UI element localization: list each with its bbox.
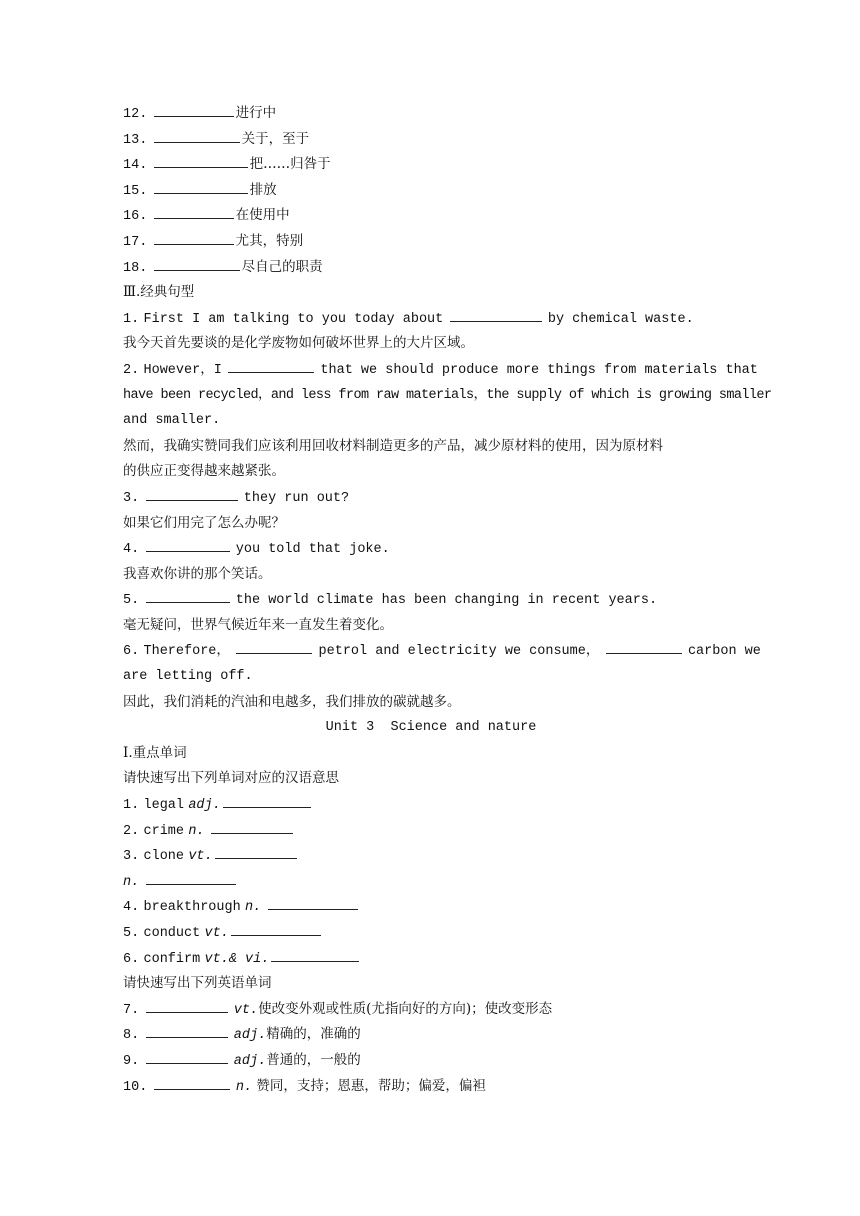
section-heading: Ⅰ.重点单词: [123, 744, 187, 761]
part-of-speech: adj.: [233, 1028, 267, 1044]
sentence-text: they run out?: [243, 490, 350, 506]
answer-blank[interactable]: [146, 485, 238, 501]
word-item: [123, 1048, 739, 1074]
word-item: [123, 869, 739, 895]
word: confirm: [143, 951, 201, 967]
sentence-6: [123, 638, 761, 664]
item-number: 5.: [123, 593, 140, 609]
instruction: 请快速写出下列英语单词: [123, 975, 272, 992]
answer-blank[interactable]: [268, 894, 358, 910]
word-meaning: 使改变外观或性质(尤指向好的方向)；使改变形态: [258, 1000, 553, 1017]
part-of-speech: vt.: [233, 1002, 259, 1018]
item-number: 16.: [123, 209, 148, 225]
item-number: 4.: [123, 900, 140, 916]
sentence-text: that we should produce more things from materials that: [320, 362, 758, 378]
item-number: 14.: [123, 158, 148, 174]
answer-blank[interactable]: [211, 818, 293, 834]
item-number: 12.: [123, 107, 148, 122]
item-number: 8.: [123, 1028, 140, 1044]
item-number: 6.: [123, 951, 140, 967]
sentence-text: by chemical waste.: [547, 311, 694, 327]
sentence-text: First I am talking to you today about: [143, 311, 444, 327]
answer-blank[interactable]: [154, 178, 248, 194]
sentence-2: [123, 357, 758, 383]
answer-blank[interactable]: [154, 203, 234, 219]
answer-blank[interactable]: [606, 638, 682, 654]
phrase-meaning: 把……归咎于: [249, 156, 331, 173]
item-number: 9.: [123, 1053, 140, 1069]
phrase-item: [123, 229, 739, 255]
word-item: [123, 818, 739, 844]
item-number: 4.: [123, 542, 140, 558]
item-number: 5.: [123, 926, 140, 941]
answer-blank[interactable]: [271, 946, 359, 962]
sentence-text: petrol and electricity we consume，: [318, 644, 600, 660]
answer-blank[interactable]: [231, 920, 321, 936]
sentence-translation: 我今天首先要谈的是化学废物如何破坏世界上的大片区域。: [123, 335, 474, 352]
sentence-text: are letting off.: [123, 669, 253, 685]
sentence-translation: 毫无疑问，世界气候近年来一直发生着变化。: [123, 616, 393, 633]
word-item: [123, 894, 739, 920]
answer-blank[interactable]: [228, 357, 314, 373]
instruction: 请快速写出下列单词对应的汉语意思: [123, 770, 339, 787]
sentence-text: and smaller.: [123, 413, 221, 429]
phrase-item: [123, 178, 739, 204]
answer-blank[interactable]: [146, 1048, 228, 1064]
answer-blank[interactable]: [154, 152, 248, 168]
unit-title: Unit 3 Science and nature: [325, 720, 537, 736]
sentence-text: you told that joke.: [235, 542, 390, 558]
part-of-speech: adj.: [188, 798, 221, 814]
phrase-meaning: 进行中: [235, 105, 277, 121]
part-of-speech: vt.: [204, 926, 229, 941]
part-of-speech: n.: [123, 874, 140, 890]
word: legal: [143, 798, 185, 814]
phrase-item: [123, 203, 739, 229]
answer-blank[interactable]: [146, 997, 228, 1013]
item-number: 18.: [123, 260, 148, 276]
answer-blank[interactable]: [146, 587, 230, 603]
sentence-translation: 我喜欢你讲的那个笑话。: [123, 565, 272, 582]
sentence-1: [123, 306, 739, 332]
word: clone: [143, 849, 185, 865]
phrase-item: [123, 101, 739, 127]
word: crime: [143, 823, 185, 839]
item-number: 6.: [123, 644, 140, 660]
phrase-meaning: 尽自己的职责: [241, 258, 323, 275]
phrase-meaning: 关于，至于: [241, 130, 310, 147]
item-number: 17.: [123, 234, 148, 250]
answer-blank[interactable]: [154, 127, 240, 143]
word-item: [123, 946, 739, 972]
part-of-speech: n.: [188, 823, 205, 839]
sentence-text: the world climate has been changing in recent years.: [235, 593, 658, 609]
item-number: 3.: [123, 490, 140, 506]
word-meaning: 赞同，支持；恩惠，帮助；偏爱，偏袒: [256, 1077, 486, 1094]
sentence-text: carbon we: [687, 644, 761, 660]
word-meaning: 普通的，一般的: [266, 1051, 361, 1068]
word-item: [123, 997, 739, 1023]
sentence-translation: 因此，我们消耗的汽油和电越多，我们排放的碳就越多。: [123, 693, 461, 710]
sentence-4: [123, 536, 739, 562]
item-number: 2.: [123, 823, 140, 839]
sentence-text: However，I: [143, 362, 222, 378]
phrase-item: [123, 127, 739, 153]
phrase-meaning: 尤其，特别: [235, 232, 304, 249]
item-number: 1.: [123, 311, 140, 327]
worksheet-page: [123, 101, 772, 1099]
word-item: [123, 920, 739, 946]
answer-blank[interactable]: [236, 638, 312, 654]
answer-blank[interactable]: [154, 255, 240, 271]
item-number: 3.: [123, 849, 140, 865]
phrase-meaning: 排放: [249, 181, 277, 198]
word: conduct: [143, 926, 201, 941]
item-number: 10.: [123, 1079, 148, 1095]
answer-blank[interactable]: [146, 536, 230, 552]
sentence-text: have been recycled，and less from raw materials，the supply of which is growing smaller: [123, 387, 772, 403]
word-item: [123, 792, 739, 818]
phrase-meaning: 在使用中: [235, 207, 290, 224]
word-item: [123, 843, 739, 869]
part-of-speech: vt.: [188, 849, 213, 865]
phrase-item: [123, 255, 739, 281]
answer-blank[interactable]: [154, 101, 234, 117]
sentence-text: Therefore，: [143, 644, 230, 660]
word-item: [123, 1074, 739, 1100]
phrase-item: [123, 152, 739, 178]
answer-blank[interactable]: [146, 1022, 228, 1038]
word: breakthrough: [143, 900, 241, 916]
item-number: 15.: [123, 183, 148, 199]
answer-blank[interactable]: [154, 1074, 230, 1090]
item-number: 7.: [123, 1002, 140, 1018]
item-number: 13.: [123, 132, 148, 148]
part-of-speech: n.: [245, 900, 262, 916]
word-item: [123, 1022, 739, 1048]
answer-blank[interactable]: [154, 229, 234, 245]
sentence-5: [123, 587, 739, 613]
answer-blank[interactable]: [450, 306, 542, 322]
item-number: 1.: [123, 798, 140, 814]
sentence-3: [123, 485, 739, 511]
item-number: 2.: [123, 362, 140, 378]
sentence-translation: 然而，我确实赞同我们应该利用回收材料制造更多的产品，减少原材料的使用，因为原材料: [123, 437, 663, 454]
word-meaning: 精确的，准确的: [266, 1026, 361, 1043]
part-of-speech: adj.: [233, 1053, 267, 1069]
answer-blank[interactable]: [223, 792, 311, 808]
section-heading: Ⅲ.经典句型: [123, 284, 195, 301]
sentence-translation: 如果它们用完了怎么办呢？: [123, 514, 285, 531]
part-of-speech: n.: [235, 1079, 253, 1095]
sentence-translation: 的供应正变得越来越紧张。: [123, 463, 285, 480]
answer-blank[interactable]: [215, 843, 297, 859]
answer-blank[interactable]: [146, 869, 236, 885]
part-of-speech: vt.& vi.: [204, 951, 270, 967]
